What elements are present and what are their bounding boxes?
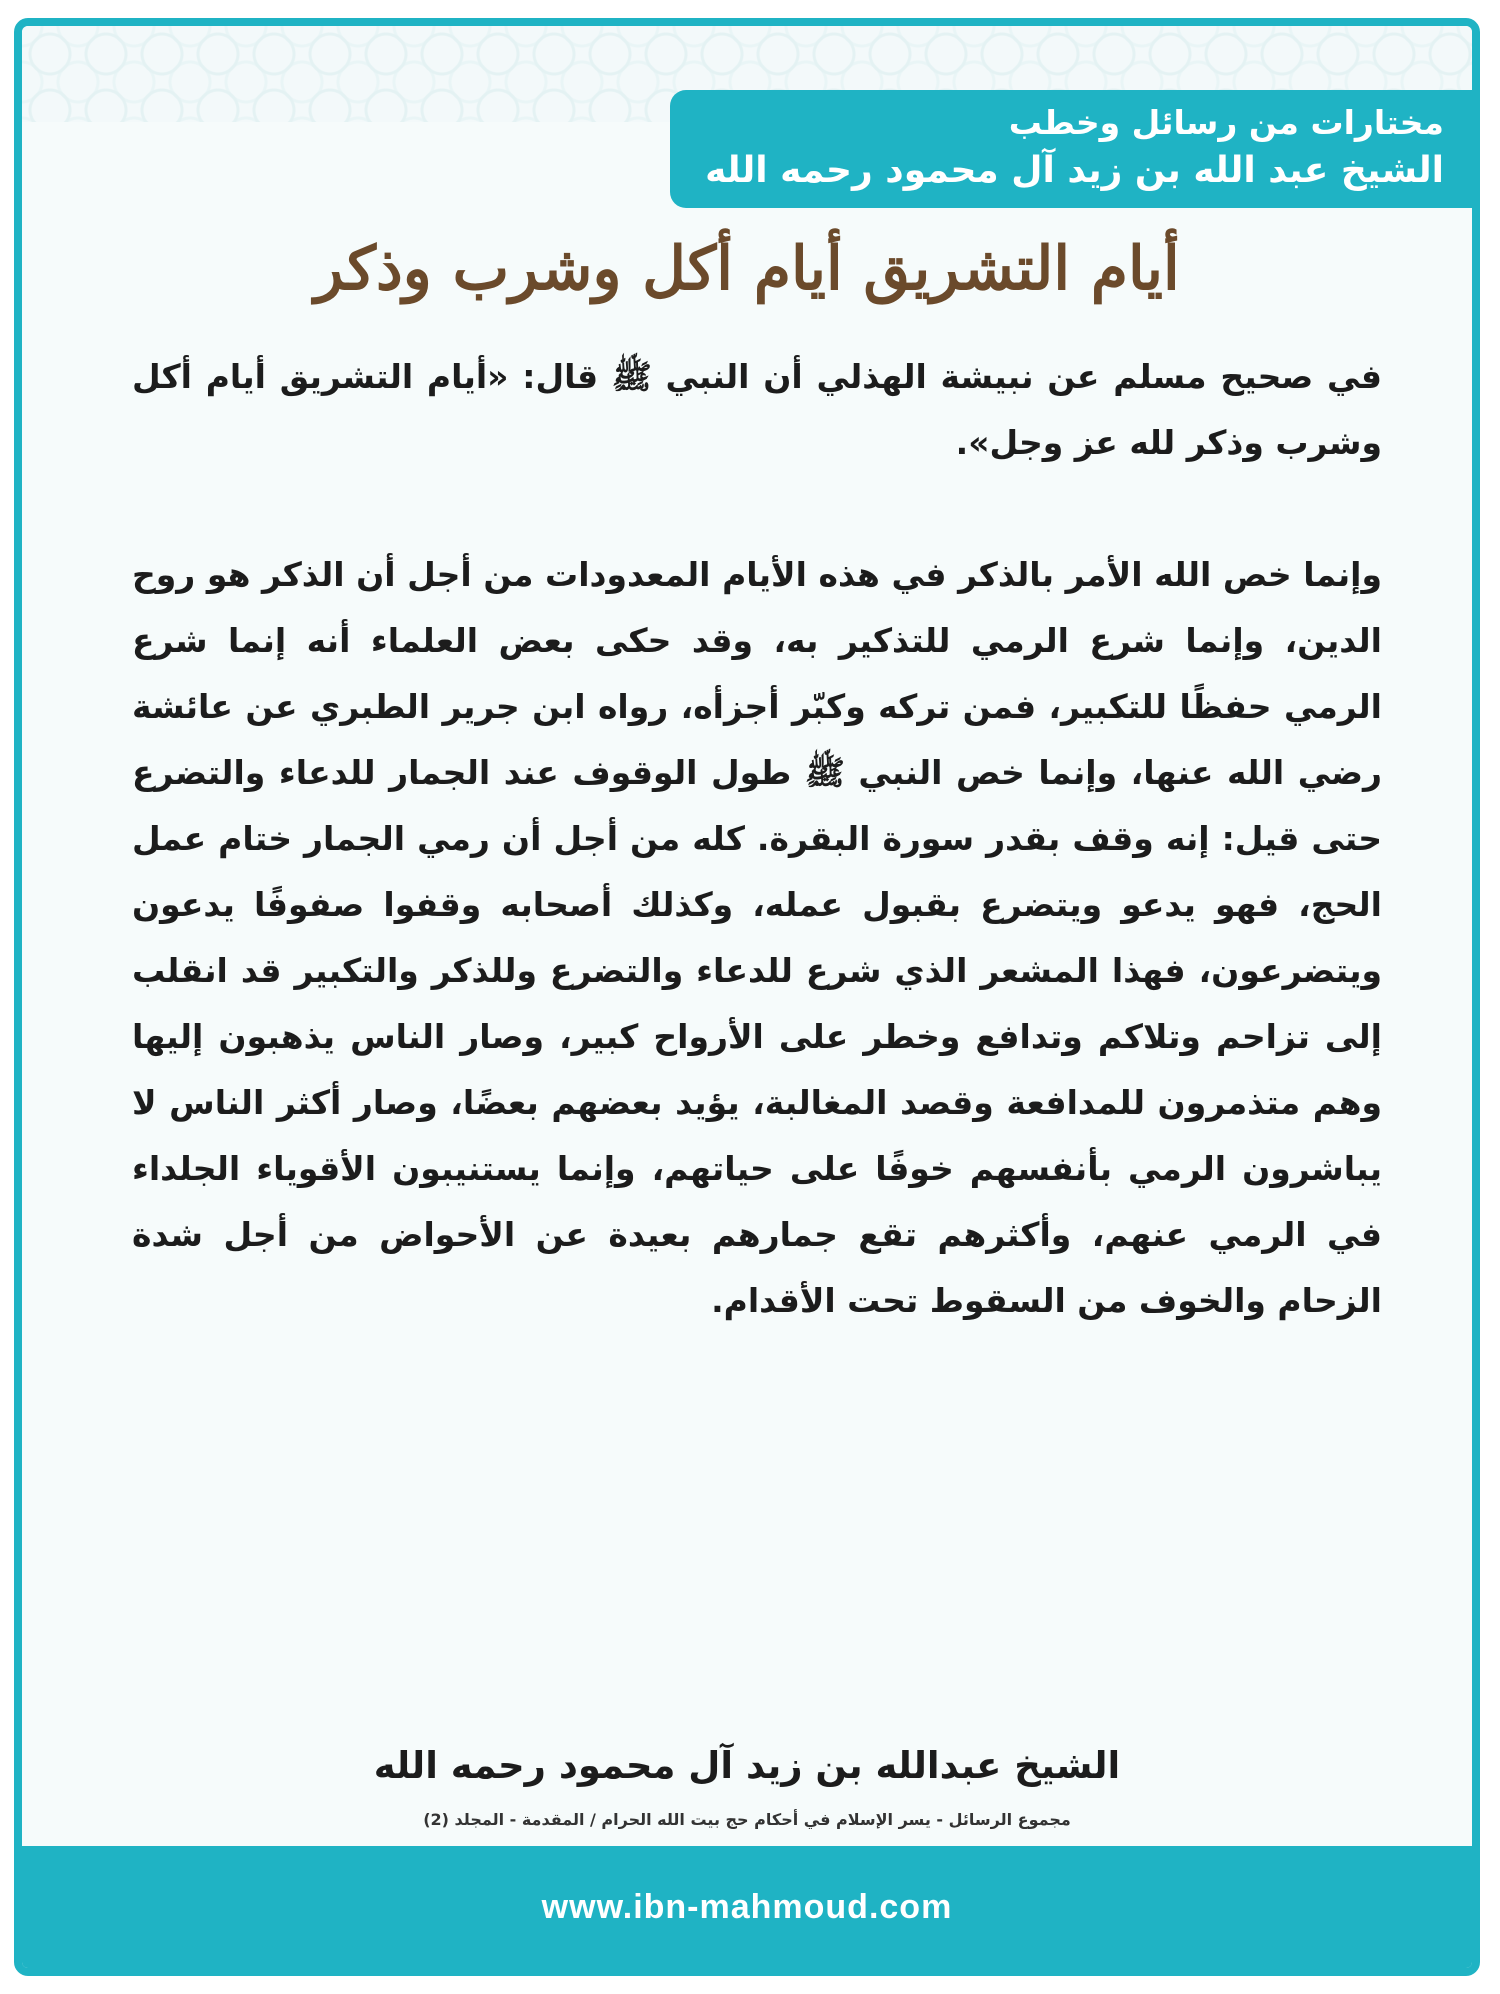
website-link[interactable]: www.ibn-mahmoud.com — [541, 1887, 953, 1926]
paragraph: وإنما خص الله الأمر بالذكر في هذه الأيام المعدودات من أجل أن الذكر هو روح الدين، وإنما شرع الرمي للتذكير به، وقد حكى بعض العلماء أنه إنما شرع الرمي حفظًا للتكبير، فمن تركه وكبّر أجزأه، رواه ابن جرير الطبري عن عائشة رضي الله عنها، وإنما خص النبي ﷺ طول الوقوف عند الجمار للدعاء والتضرع حتى قيل: إنه وقف بقدر سورة البقرة. كله من أجل أن رمي الجمار ختام عمل الحج، فهو يدعو ويتضرع بقبول عمله، وكذلك أصحابه وقفوا صفوفًا يدعون ويتضرعون، فهذا المشعر الذي شرع للدعاء والتضرع وللذكر والتكبير قد انقلب إلى تزاحم وتلاكم وتدافع وخطر على الأرواح كبير، وصار الناس يذهبون إليها وهم متذمرون للمدافعة وقصد المغالبة، يؤيد بعضهم بعضًا، وصار أكثر الناس لا يباشرون الرمي بأنفسهم خوفًا على حياتهم، وإنما يستنيبون الأقوياء الجلداء في الرمي عنهم، وأكثرهم تقع جمارهم بعيدة عن الأحواض من أجل شدة الزحام والخوف من السقوط تحت الأقدام. — [132, 555, 1382, 1320]
footer-band — [22, 1846, 1472, 1968]
header-series-title: مختارات من رسائل وخطب — [1008, 103, 1444, 142]
page-frame — [14, 18, 1480, 1976]
header-author: الشيخ عبد الله بن زيد آل محمود رحمه الله — [705, 150, 1444, 191]
author-signature: الشيخ عبدالله بن زيد آل محمود رحمه الله — [373, 1744, 1121, 1787]
article-body — [132, 344, 1382, 1334]
header-box — [670, 90, 1480, 208]
article-title: أيام التشريق أيام أكل وشرب وذكر — [314, 234, 1180, 304]
paragraph: في صحيح مسلم عن نبيشة الهذلي أن النبي ﷺ قال: «أيام التشريق أيام أكل وشرب وذكر لله عز وجل». — [132, 357, 1382, 462]
source-reference: مجموع الرسائل - يسر الإسلام في أحكام حج بيت الله الحرام / المقدمة - المجلد (2) — [423, 1810, 1071, 1829]
